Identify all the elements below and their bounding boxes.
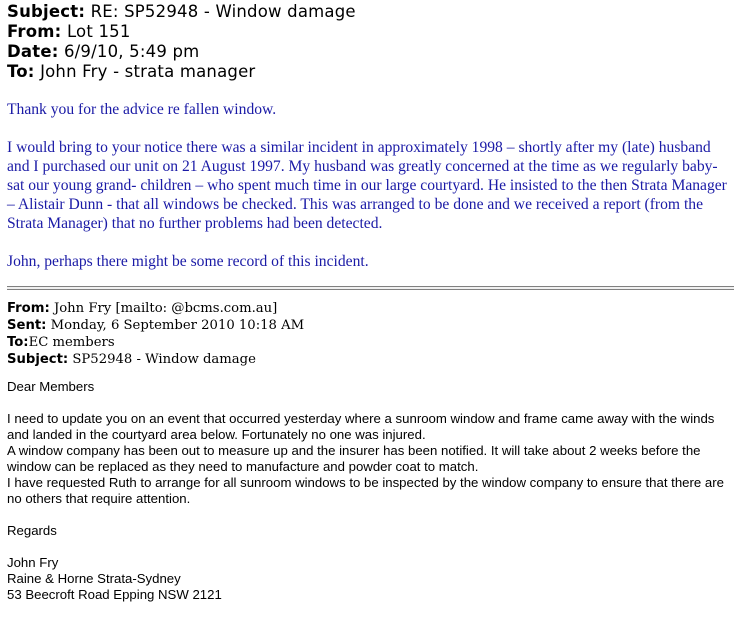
subject-label: Subject:	[7, 352, 69, 367]
reply-date: 6/9/10, 5:49 pm	[63, 42, 200, 61]
body-paragraph: I need to update you on an event that occurred yesterday where a sunroom window and frame came away with the winds and landed in the courtyard area below. Fortunately no one was injured.	[7, 411, 715, 442]
from-label: From:	[7, 301, 50, 316]
to-label: To:	[7, 62, 35, 81]
greeting: Dear Members	[7, 379, 95, 394]
sent-label: Sent:	[7, 318, 47, 333]
original-from-row	[7, 300, 734, 317]
closing: Regards	[7, 523, 57, 538]
from-label: From:	[7, 22, 62, 41]
reply-from: Lot 151	[66, 22, 131, 41]
reply-from-row	[7, 22, 734, 42]
signature-address: 53 Beecroft Road Epping NSW 2121	[7, 587, 222, 602]
to-label: To:	[7, 335, 29, 350]
reply-to-row	[7, 62, 734, 82]
reply-paragraph: I would bring to your notice there was a similar incident in approximately 1998 – shortly after my (late) husband and I purchased our unit on 21 August 1997. My husband was greatly concerned at the time as we regularly baby-sat our young grand- children – who spent much time in our large courtyard. He insisted to the then Strata Manager – Alistair Dunn - that all windows be checked. This was arranged to be done and we received a report (from the Strata Manager) that no further problems had been detected.	[7, 139, 727, 232]
date-label: Date:	[7, 42, 59, 61]
separator-rule	[7, 286, 734, 290]
reply-body	[7, 100, 734, 271]
body-paragraph: I have requested Ruth to arrange for all sunroom windows to be inspected by the window company to ensure that there are no others that require attention.	[7, 475, 724, 506]
reply-header	[7, 2, 734, 82]
reply-paragraph: Thank you for the advice re fallen window.	[7, 101, 277, 118]
reply-subject-row	[7, 2, 734, 22]
signature-company: Raine & Horne Strata-Sydney	[7, 571, 181, 586]
reply-to: John Fry - strata manager	[40, 62, 256, 81]
original-sent-row	[7, 317, 734, 334]
original-from: John Fry [mailto: @bcms.com.au]	[53, 301, 278, 316]
original-subject: SP52948 - Window damage	[72, 352, 256, 367]
original-body	[7, 379, 734, 603]
original-subject-row	[7, 351, 734, 368]
original-to-row	[7, 334, 734, 351]
reply-subject: RE: SP52948 - Window damage	[90, 2, 356, 21]
original-sent: Monday, 6 September 2010 10:18 AM	[50, 318, 305, 333]
original-header	[7, 300, 734, 368]
subject-label: Subject:	[7, 2, 86, 21]
reply-paragraph: John, perhaps there might be some record of this incident.	[7, 253, 369, 270]
reply-date-row	[7, 42, 734, 62]
body-paragraph: A window company has been out to measure up and the insurer has been notified. It will take about 2 weeks before the window can be replaced as they need to manufacture and powder coat to match.	[7, 443, 701, 474]
original-to: EC members	[28, 335, 115, 350]
signature-name: John Fry	[7, 555, 59, 570]
